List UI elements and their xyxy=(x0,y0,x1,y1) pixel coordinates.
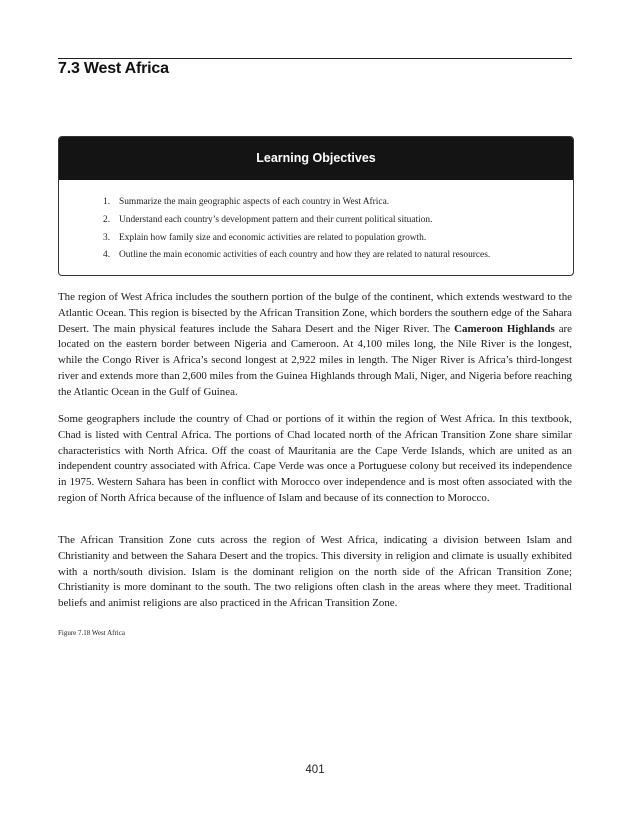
figure-caption: Figure 7.18 West Africa xyxy=(58,629,125,637)
page-number: 401 xyxy=(305,764,325,776)
body-paragraph-3: The African Transition Zone cuts across the region of West Africa, indicating a division between Islam and Christianity and between the Sahara Desert and the tropics. This diversity in religion and climate is usually exhibited with a north/south division. Islam is the dominant religion on the north side of the African Transition Zone; Christianity is more dominant to the south. The two religions often clash in the areas where they meet. Traditional beliefs and animist religions are also practiced in the African Transition Zone. xyxy=(58,534,572,609)
objective-text: Summarize the main geographic aspects of each country in West Africa. xyxy=(119,197,390,207)
key-term: Cameroon Highlands xyxy=(454,322,555,335)
objective-text: Outline the main economic activities of each country and how they are related to natural resources. xyxy=(119,250,491,261)
objective-item xyxy=(103,230,490,248)
objective-number: 4. xyxy=(103,250,111,261)
objective-number: 2. xyxy=(103,214,111,225)
objective-item xyxy=(103,212,490,230)
learning-objectives-header: Learning Objectives xyxy=(59,137,573,180)
objective-number: 3. xyxy=(103,232,111,243)
top-rule xyxy=(58,58,572,59)
objectives-list xyxy=(103,194,490,265)
objective-text: Understand each country’s development pattern and their current political situation. xyxy=(119,214,433,225)
section-title: 7.3 West Africa xyxy=(58,60,169,77)
paragraph-text: The region of West Africa includes the southern portion of the bulge of the continent, which extends westward to the Atlantic Ocean. This region is bisected by the African Transition Zone, which borders the southern edge of the Sahara Desert. The main physical features include the Sahara Desert and the Niger River. The xyxy=(58,291,572,335)
body-paragraph-2: Some geographers include the country of Chad or portions of it within the region of West Africa. In this textbook, Chad is listed with Central Africa. The portions of Chad located north of the African Transition Zone share similar characteristics with North Africa. Off the coast of Mauritania are the Cape Verde Islands, which are united as an independent country associated with Africa. Cape Verde was once a Portuguese colony but received its independence in 1975. Western Sahara has been in conflict with Morocco over independence and is most often associated with the region of North Africa because of the influence of Islam and because of its connection to Morocco. xyxy=(58,413,572,504)
objective-text: Explain how family size and economic activities are related to population growth. xyxy=(119,232,427,243)
body-paragraph-1 xyxy=(58,290,572,400)
learning-objectives-box xyxy=(58,136,574,276)
paragraph-text: are located on the eastern border between Nigeria and Cameroon. At 4,100 miles long, the Nile River is the longest, while the Congo River is Africa’s second longest at 2,922 miles in length. The Niger River is Africa’s third-longest river and extends more than 2,600 miles from the Guinea Highlands through Mali, Niger, and Nigeria before reaching the Atlantic Ocean in the Gulf of Guinea. xyxy=(58,322,572,398)
objective-item xyxy=(103,194,490,212)
objective-number: 1. xyxy=(103,197,111,207)
objective-item xyxy=(103,247,490,265)
